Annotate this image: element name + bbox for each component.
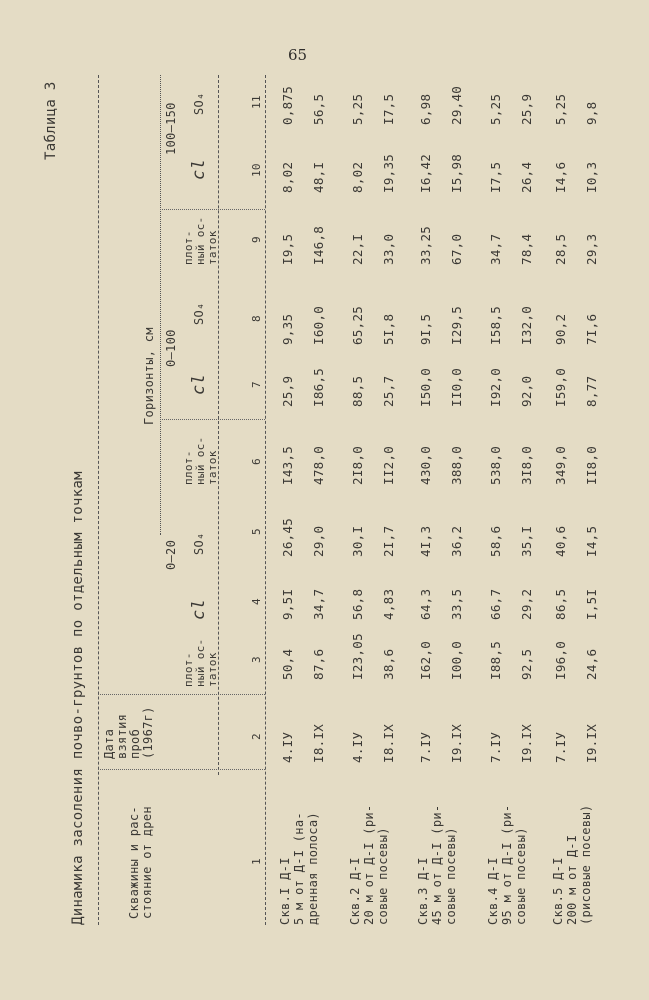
table-cell: 36,2 [449, 525, 464, 557]
well-label: Скв.3 Д-I 45 м от Д-I (ри- совые посевы) [416, 804, 458, 925]
table-cell: 25,9 [519, 93, 534, 125]
header-depth-100-150: 100–150 [164, 102, 178, 155]
table-cell: 35,I [519, 525, 534, 557]
table-cell: 5,25 [488, 93, 503, 125]
table-cell: 78,4 [519, 233, 534, 265]
page-number: 65 [288, 46, 308, 64]
table-cell: 9,8 [584, 101, 599, 125]
table-cell: I88,5 [488, 640, 503, 680]
column-number: 11 [250, 95, 263, 109]
table-cell: I86,5 [311, 367, 326, 407]
table-cell: 86,5 [553, 588, 568, 620]
table-cell: 9I,5 [418, 313, 433, 345]
column-number: 2 [250, 733, 263, 740]
well-label: Скв.2 Д-I 20 м от Д-I (ри- совые посевы) [348, 804, 390, 925]
header-top-rule [98, 75, 99, 925]
well-label: Скв.5 Д-I 200 м от Д-I (рисовые посевы) [551, 804, 593, 925]
table-label: Таблица 3 [43, 81, 59, 160]
rotated-table-sheet [28, 45, 618, 955]
table-cell: 33,0 [381, 233, 396, 265]
header-date: Дата взятия проб (1967г) [102, 706, 155, 759]
table-cell: I32,0 [519, 305, 534, 345]
table-cell: I4,5 [584, 525, 599, 557]
header-horizons: Горизонты, см [142, 327, 156, 425]
table-cell: II8,0 [584, 445, 599, 485]
column-number: 8 [250, 315, 263, 322]
table-cell: 8,77 [584, 375, 599, 407]
table-cell: 33,25 [418, 225, 433, 265]
header-so4: SO₄ [192, 302, 206, 325]
sample-date: 7.IУ [488, 731, 503, 763]
table-cell: 87,6 [311, 648, 326, 680]
column-number: 6 [250, 458, 263, 465]
table-cell: I6,42 [418, 153, 433, 193]
table-cell: I58,5 [488, 305, 503, 345]
table-cell: 24,6 [584, 648, 599, 680]
column-number: 4 [250, 598, 263, 605]
table-cell: 22,I [350, 233, 365, 265]
column-number: 5 [250, 528, 263, 535]
table-cell: 9,35 [280, 313, 295, 345]
table-cell: 90,2 [553, 313, 568, 345]
table-cell: I5,98 [449, 153, 464, 193]
table-cell: I7,5 [488, 161, 503, 193]
table-cell: 66,7 [488, 588, 503, 620]
table-cell: 38,6 [381, 648, 396, 680]
header-cl: cl [189, 158, 209, 180]
table-cell: 56,5 [311, 93, 326, 125]
table-cell: I60,0 [311, 305, 326, 345]
header-depth-0-100: 0–100 [164, 329, 178, 367]
table-cell: 9,5I [280, 588, 295, 620]
table-cell: I4,6 [553, 161, 568, 193]
sample-date: I9.IX [449, 723, 464, 763]
sample-date: I8.IX [381, 723, 396, 763]
table-cell: I7,5 [381, 93, 396, 125]
table-cell: 48,I [311, 161, 326, 193]
table-cell: 29,2 [519, 588, 534, 620]
table-cell: 8,02 [280, 161, 295, 193]
table-cell: 5,25 [350, 93, 365, 125]
sample-date: 4.IУ [280, 731, 295, 763]
sample-date: 4.IУ [350, 731, 365, 763]
table-cell: I00,0 [449, 640, 464, 680]
col-separator [98, 694, 265, 695]
table-cell: 92,5 [519, 648, 534, 680]
well-label: Скв.I Д-I 5 м от Д-I (на- дренная полоса) [278, 812, 320, 925]
table-cell: 26,45 [280, 517, 295, 557]
table-cell: I43,5 [280, 445, 295, 485]
header-depth-0-20: 0–20 [164, 539, 178, 570]
table-cell: I9,5 [280, 233, 295, 265]
table-cell: 58,6 [488, 525, 503, 557]
table-cell: 30,I [350, 525, 365, 557]
table-cell: 64,3 [418, 588, 433, 620]
col-separator [98, 769, 265, 770]
column-number: 1 [250, 858, 263, 865]
sample-date: I9.IX [584, 723, 599, 763]
table-cell: 4,83 [381, 588, 396, 620]
header-dense-residue: плот- ный ос- таток [182, 638, 219, 687]
table-cell: 28,5 [553, 233, 568, 265]
table-cell: I62,0 [418, 640, 433, 680]
table-cell: 5,25 [553, 93, 568, 125]
table-cell: 56,8 [350, 588, 365, 620]
table-cell: 34,7 [488, 233, 503, 265]
table-cell: I29,5 [449, 305, 464, 345]
table-cell: 0,875 [280, 85, 295, 125]
header-so4: SO₄ [192, 92, 206, 115]
header-dense-residue: плот- ный ос- таток [182, 216, 219, 265]
table-cell: 34,7 [311, 588, 326, 620]
table-cell: 88,5 [350, 375, 365, 407]
table-cell: 5I,8 [381, 313, 396, 345]
well-label: Скв.4 Д-I 95 м от Д-I (ри- совые посевы) [486, 804, 528, 925]
col-separator [160, 209, 265, 210]
table-cell: 6,98 [418, 93, 433, 125]
header-cl: cl [189, 373, 209, 395]
table-cell: 50,4 [280, 648, 295, 680]
column-number: 10 [250, 163, 263, 177]
sample-date: 7.IУ [553, 731, 568, 763]
table-cell: 7I,6 [584, 313, 599, 345]
sample-date: I9.IX [519, 723, 534, 763]
header-so4: SO₄ [192, 532, 206, 555]
table-cell: 25,9 [280, 375, 295, 407]
column-number: 3 [250, 656, 263, 663]
table-cell: 29,40 [449, 85, 464, 125]
table-cell: 3I8,0 [519, 445, 534, 485]
table-cell: 25,7 [381, 375, 396, 407]
column-number: 9 [250, 236, 263, 243]
header-dense-residue: плот- ный ос- таток [182, 436, 219, 485]
table-cell: II0,0 [449, 367, 464, 407]
table-cell: 349,0 [553, 445, 568, 485]
table-cell: 8,02 [350, 161, 365, 193]
header-cl: cl [189, 598, 209, 620]
sample-date: 7.IУ [418, 731, 433, 763]
header-bottom-rule [265, 75, 266, 925]
horizons-rule [160, 75, 161, 535]
table-cell: 538,0 [488, 445, 503, 485]
table-cell: I92,0 [488, 367, 503, 407]
table-cell: 478,0 [311, 445, 326, 485]
table-cell: 2I,7 [381, 525, 396, 557]
table-cell: 430,0 [418, 445, 433, 485]
table-cell: I46,8 [311, 225, 326, 265]
table-cell: I9,35 [381, 153, 396, 193]
table-cell: 4I,3 [418, 525, 433, 557]
table-cell: I0,3 [584, 161, 599, 193]
table-cell: II2,0 [381, 445, 396, 485]
table-cell: 65,25 [350, 305, 365, 345]
header-wells: Скважины и рас- стояние от дрен [127, 806, 154, 919]
table-cell: I59,0 [553, 367, 568, 407]
table-cell: 67,0 [449, 233, 464, 265]
sample-date: I8.IX [311, 723, 326, 763]
table-cell: 92,0 [519, 375, 534, 407]
table-cell: 29,3 [584, 233, 599, 265]
table-cell: I50,0 [418, 367, 433, 407]
table-cell: 29,0 [311, 525, 326, 557]
table-cell: 26,4 [519, 161, 534, 193]
table-cell: I23,05 [350, 633, 365, 680]
table-cell: 40,6 [553, 525, 568, 557]
table-cell: 2I8,0 [350, 445, 365, 485]
table-cell: I96,0 [553, 640, 568, 680]
table-title: Динамика засоления почво-грунтов по отдельным точкам [70, 471, 86, 925]
table-cell: 388,0 [449, 445, 464, 485]
column-number: 7 [250, 381, 263, 388]
table-cell: I,5I [584, 588, 599, 620]
table-cell: 33,5 [449, 588, 464, 620]
col-separator [160, 419, 265, 420]
